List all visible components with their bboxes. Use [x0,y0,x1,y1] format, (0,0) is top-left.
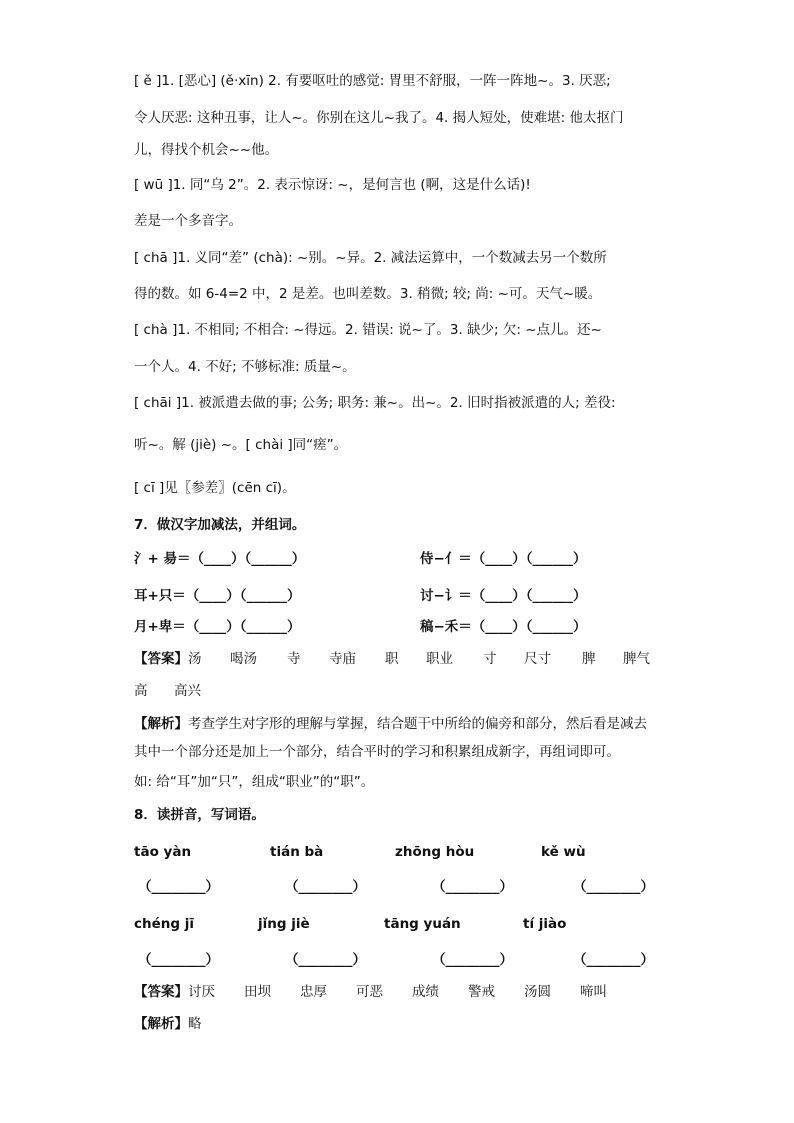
dict-line: 儿，得找个机会~~他。 [134,142,279,158]
answer-item: 警戒 [468,984,495,1000]
answer-item: 高兴 [174,683,201,699]
answer-item: 寸 [483,651,497,667]
analysis-text: 其中一个部分还是加上一个部分，结合平时的学习和积累组成新字，再组词即可。 [134,744,620,760]
dict-line: [ ě ]1. [恶心] (ě·xīn) 2. 有要呕吐的感觉: 胃里不舒服，一阵一阵地~。3. 厌恶; [134,73,611,89]
analysis-text: 如: 给“耳”加“只”，组成“职业”的“职”。 [134,774,375,790]
answer-item: 忠厚 [300,984,327,1000]
answer-blank[interactable]: （________） [138,952,219,968]
dict-line: [ chāi ]1. 被派遣去做的事; 公务; 职务: 兼~。出~。2. 旧时指被派遣的人; 差役: [134,395,616,411]
pinyin: tián bà [270,844,324,860]
answer-blank[interactable]: （________） [285,879,366,895]
answer-item: 脾气 [623,651,650,667]
analysis-label: 【解析】 [134,1016,188,1032]
answer-item: 田坝 [244,984,271,1000]
analysis-text: 考查学生对字形的理解与掌握，结合题干中所给的偏旁和部分，然后看是减去 [188,716,647,732]
pinyin: tí jiào [523,916,567,932]
q7-item: 月+卑＝（____）（______） [134,619,301,635]
question-8-title: 8．读拼音，写词语。 [134,807,265,823]
analysis-label: 【解析】 [134,716,188,732]
answer-item: 脾 [582,651,596,667]
q7-answer-row [134,650,188,668]
pinyin: chéng jī [134,916,194,932]
q8-analysis [134,1015,202,1033]
answer-item: 尺寸 [524,651,551,667]
dict-line: 差是一个多音字。 [134,213,242,229]
answer-label: 【答案】 [134,984,188,1000]
answer-item: 职 [385,651,399,667]
dict-line: [ wū ]1. 同“乌 2”。2. 表示惊讶: ~，是何言也 (啊，这是什么话)! [134,177,531,193]
answer-item: 啼叫 [580,984,607,1000]
dict-line: 令人厌恶: 这种丑事，让人~。你别在这儿~我了。4. 揭人短处，使难堪: 他太抠门 [134,110,624,126]
answer-blank[interactable]: （________） [432,952,513,968]
answer-item: 喝汤 [230,651,257,667]
q7-item: 耳+只＝（____）（______） [134,588,301,604]
dict-line: [ cī ]见〖参差〗(cēn cī)。 [134,480,296,496]
pinyin: tāo yàn [134,844,192,860]
answer-blank[interactable]: （________） [432,879,513,895]
answer-item: 汤圆 [524,984,551,1000]
pinyin: jǐng jiè [258,916,310,932]
answer-item: 成绩 [412,984,439,1000]
pinyin: tāng yuán [384,916,461,932]
answer-item: 讨厌 [188,984,215,1000]
dict-line: 一个人。4. 不好; 不够标准: 质量~。 [134,359,356,375]
q7-item: 讨−讠＝（____）（______） [420,588,587,604]
answer-blank[interactable]: （________） [573,952,654,968]
answer-blank[interactable]: （________） [138,879,219,895]
answer-label: 【答案】 [134,651,188,667]
answer-item: 高 [134,683,148,699]
answer-item: 汤 [188,651,202,667]
dict-line: 听~。解 (jiè) ~。[ chài ]同“瘥”。 [134,437,348,453]
pinyin: zhōng hòu [395,844,475,860]
pinyin: kě wù [541,844,586,860]
question-7-title: 7．做汉字加减法，并组词。 [134,517,306,533]
q7-item: 侍−亻＝（____）（______） [420,551,587,567]
dict-line: [ chā ]1. 义同“差” (chà): ~别。~异。2. 减法运算中，一个数减去另一个数所 [134,250,607,266]
dict-line: [ chà ]1. 不相同; 不相合: ~得远。2. 错误: 说~了。3. 缺少; 欠: ~点儿。还~ [134,322,602,338]
answer-blank[interactable]: （________） [285,952,366,968]
answer-item: 寺庙 [329,651,356,667]
answer-blank[interactable]: （________） [573,879,654,895]
answer-item: 寺 [287,651,301,667]
analysis-text: 略 [188,1016,202,1032]
q7-item: 氵+ 昜＝（____）（______） [134,551,306,567]
answer-item: 职业 [426,651,453,667]
q7-analysis [134,715,647,733]
q7-item: 稿−禾＝（____）（______） [420,619,587,635]
dict-line: 得的数。如 6-4=2 中，2 是差。也叫差数。3. 稍微; 较; 尚: ~可。天气~暖。 [134,286,602,302]
answer-item: 可恶 [356,984,383,1000]
